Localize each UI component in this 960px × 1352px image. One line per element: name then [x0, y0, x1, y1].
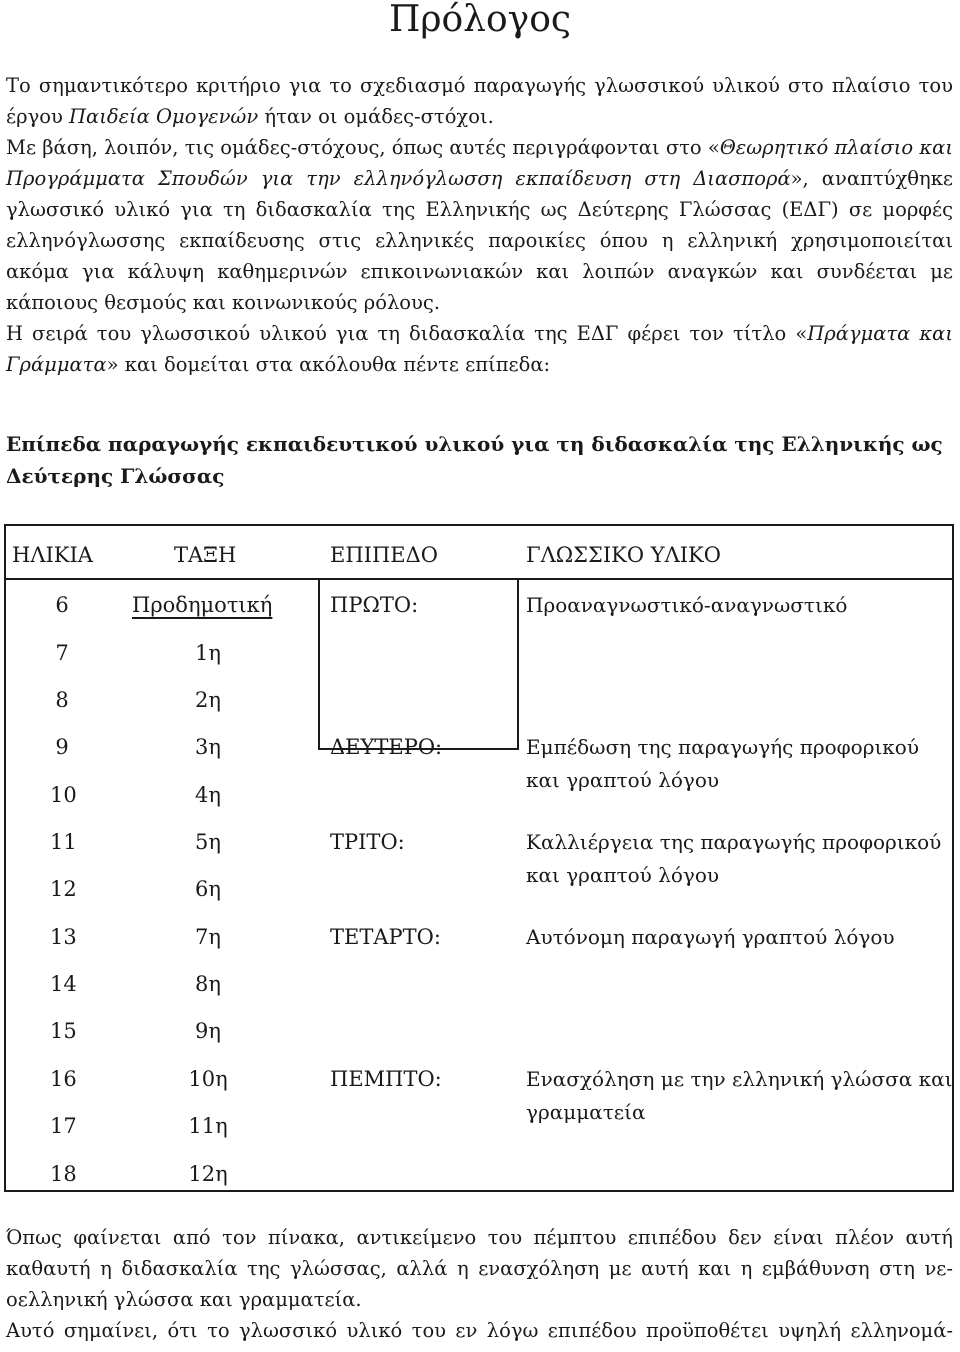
header-age: ΗΛΙΚΙΑ: [12, 543, 93, 567]
age-cell: 18: [50, 1162, 77, 1186]
intro-paragraph-3: [6, 318, 953, 380]
level-name: ΤΡΙΤΟ:: [330, 830, 405, 854]
level-material: Αυτόνομη παραγωγή γραπτού λόγου: [526, 925, 895, 949]
page-title: Πρόλογος: [388, 0, 572, 40]
age-cell: 6: [55, 593, 69, 617]
age-cell: 7: [55, 641, 69, 665]
level-material: Ενασχόληση με την ελληνική γλώσσα και γραμματεία: [526, 1067, 953, 1124]
intro-p3-italic: Πράγματα και Γράμματα: [6, 322, 953, 376]
intro-p2-text-end: », αναπτύχθηκε γλωσσικό υλικό για τη διδασκαλία της Ελληνικής ως Δεύτερης Γλώσσας (ΕΔΓ) σε μορφές ελληνόγλωσσης εκπαίδευσης στις ελληνικές παροικίες όπου η ελληνική χρησιμοποιείται ακόμα για κάλυψη καθημερινών επικοινωνιακών και λοιπών αναγκών και συνδέεται με κάποιους θεσμούς και κοινωνικούς ρόλους.: [6, 167, 953, 314]
age-cell: 13: [50, 925, 77, 949]
age-cell: 12: [50, 877, 77, 901]
grade-cell: 10η: [188, 1067, 228, 1091]
closing-paragraph-1: Όπως φαίνεται από τον πίνακα, αντικείμενο του πέμπτου επιπέδου δεν είναι πλέον αυτή καθαυτή η διδασκαλία της γλώσσας, αλλά η ενασχόληση με αυτή και η εμβάθυνση στη νεοελληνική γλώσσα και γραμματεία.: [6, 1226, 953, 1311]
age-cell: 17: [50, 1114, 77, 1138]
age-cell: 10: [50, 783, 77, 807]
level-name: ΠΡΩΤΟ:: [330, 593, 419, 617]
age-cell: 15: [50, 1019, 77, 1043]
level-material: Προαναγνωστικό-αναγνωστικό: [526, 593, 848, 617]
grade-cell: 11η: [188, 1114, 228, 1138]
header-level: ΕΠΙΠΕΔΟ: [330, 543, 438, 567]
grade-cell: 5η: [195, 830, 221, 854]
intro-p2-text: Με βάση, λοιπόν, τις ομάδες-στόχους, όπως αυτές περιγράφονται στο «: [6, 136, 720, 159]
age-cell: 14: [50, 972, 77, 996]
header-grade: ΤΑΞΗ: [174, 543, 237, 567]
header-material: ΓΛΩΣΣΙΚΟ ΥΛΙΚΟ: [526, 543, 721, 567]
grade-cell: 1η: [195, 641, 221, 665]
grade-cell: 3η: [195, 735, 221, 759]
age-cell: 8: [55, 688, 69, 712]
intro-p1-text: Το σημαντικότερο κριτήριο για το σχεδιασμό παραγωγής γλωσσικού υλικού στο πλαίσιο του έργου: [6, 74, 953, 128]
grade-cell: 2η: [195, 688, 221, 712]
intro-text: [6, 70, 953, 380]
levels-table: [4, 524, 954, 1192]
grade-cell: 12η: [188, 1162, 228, 1186]
intro-paragraph-1: [6, 70, 953, 132]
intro-p2-italic: Θεωρητικό πλαίσιο και Προγράμματα Σπουδών για την ελληνόγλωσση εκπαίδευση στη Διασπορά: [6, 136, 953, 190]
intro-p3-text: Η σειρά του γλωσσικού υλικού για τη διδασκαλία της ΕΔΓ φέρει τον τίτλο «: [6, 322, 808, 345]
age-cell: 9: [55, 735, 69, 759]
grade-cell: 4η: [195, 783, 221, 807]
header-divider: [6, 578, 952, 580]
section-heading: Επίπεδα παραγωγής εκπαιδευτικού υλικού για τη διδασκαλία της Ελληνικής ως Δεύτερης Γλώσσας: [6, 432, 943, 488]
column-divider-material: [517, 578, 519, 750]
column-divider-level: [318, 578, 320, 750]
level-material: Εμπέδωση της παραγωγής προφορικού και γραπτού λόγου: [526, 735, 920, 792]
age-cell: 16: [50, 1067, 77, 1091]
grade-cell: 8η: [195, 972, 221, 996]
grade-cell: 6η: [195, 877, 221, 901]
age-cell: 11: [50, 830, 77, 854]
level-name: ΤΕΤΑΡΤΟ:: [330, 925, 441, 949]
grade-cell: Προδημοτική: [132, 593, 273, 617]
grade-cell: 7η: [195, 925, 221, 949]
level-material: Καλλιέργεια της παραγωγής προφορικού και γραπτού λόγου: [526, 830, 942, 887]
intro-p1-text-end: ήταν οι ομάδες-στόχοι.: [258, 105, 494, 128]
intro-p3-text-end: » και δομείται στα ακόλουθα πέντε επίπεδα:: [106, 353, 551, 376]
intro-paragraph-2: [6, 132, 953, 318]
closing-paragraph-2: Αυτό σημαίνει, ότι το γλωσσικό υλικό του εν λόγω επιπέδου προϋποθέτει υψηλή ελληνομά-: [6, 1319, 953, 1342]
grade-cell: 9η: [195, 1019, 221, 1043]
closing-text: [6, 1222, 953, 1346]
level-name: ΠΕΜΠΤΟ:: [330, 1067, 442, 1091]
intro-p1-italic: Παιδεία Ομογενών: [69, 105, 259, 128]
level-name: ΔΕΥΤΕΡΟ:: [330, 735, 443, 759]
